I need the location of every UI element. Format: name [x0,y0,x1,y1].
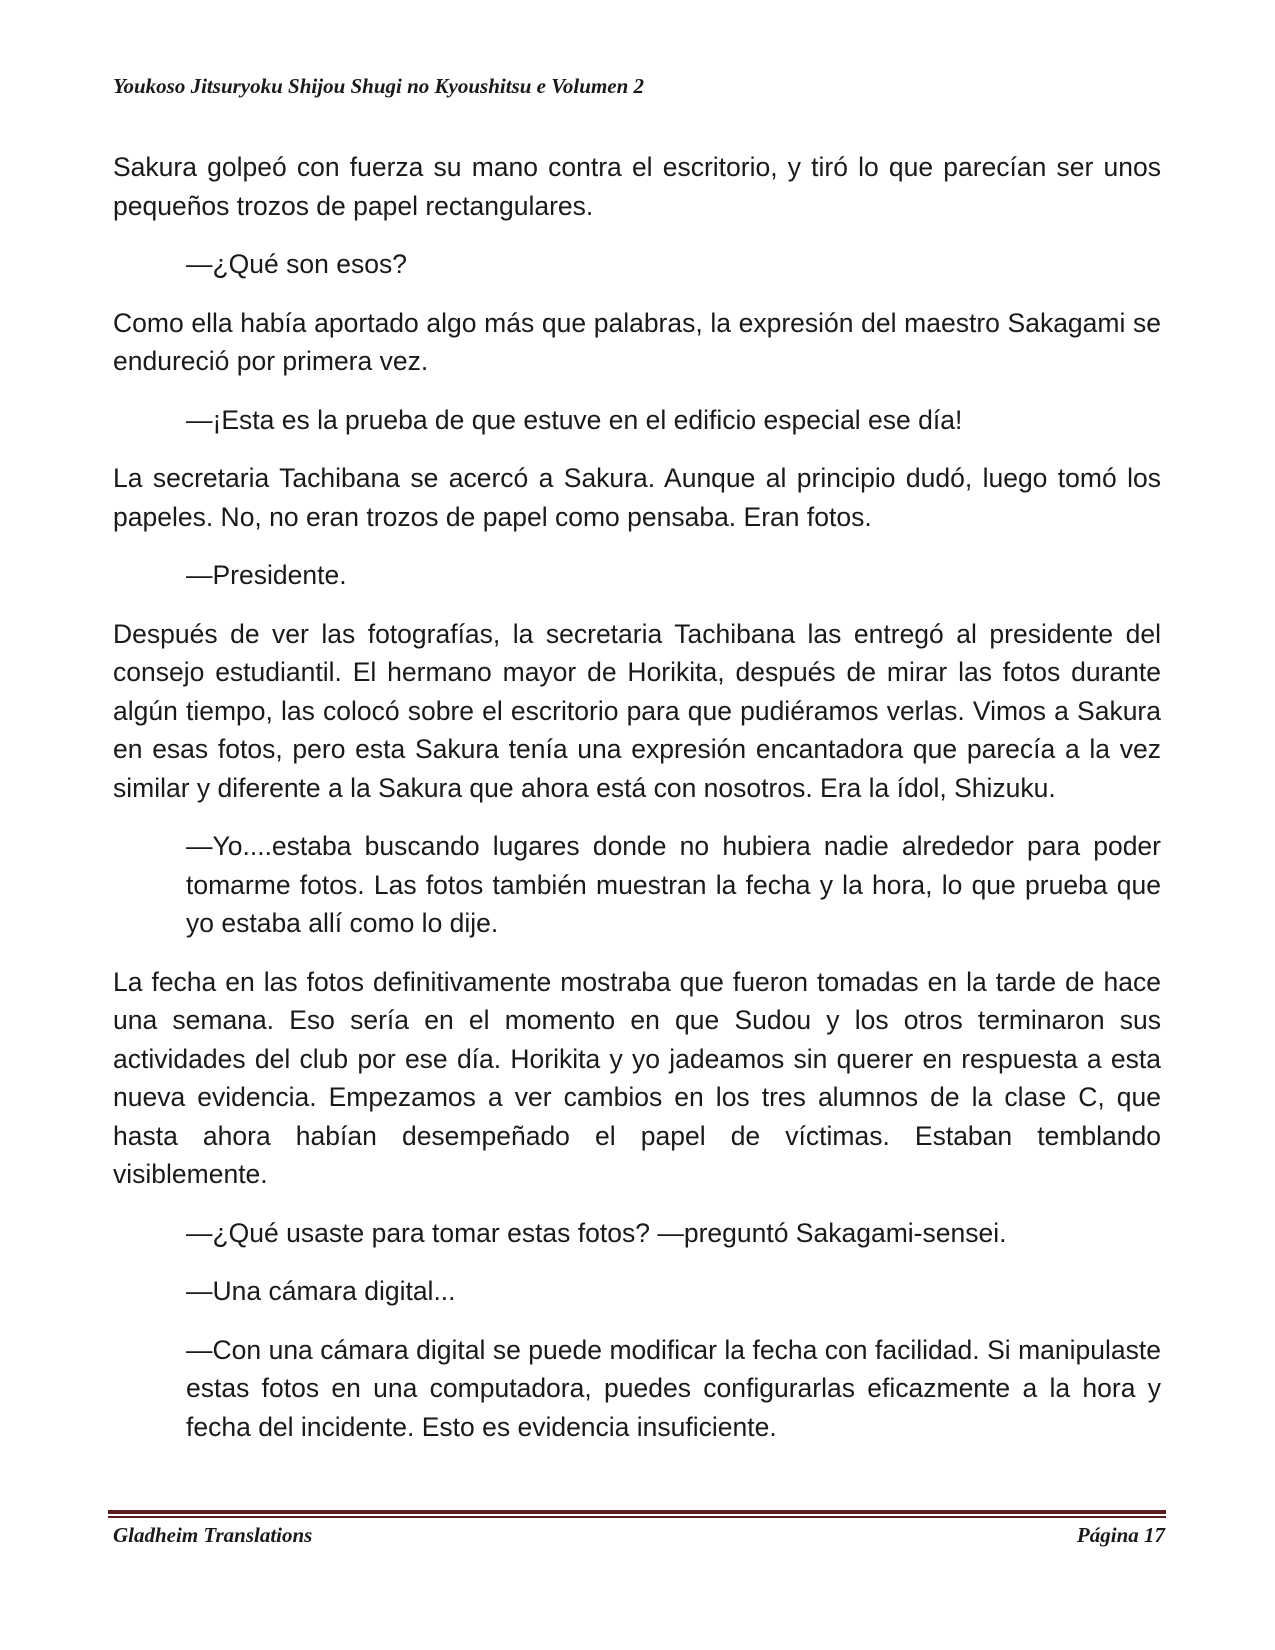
page-header-title: Youkoso Jitsuryoku Shijou Shugi no Kyoushitsu e Volumen 2 [113,74,645,98]
paragraph-dialogue: —¡Esta es la prueba de que estuve en el edificio especial ese día! [186,404,963,435]
paragraph-narration: Sakura golpeó con fuerza su mano contra el escritorio, y tiró lo que parecían ser unos pequeños trozos de papel rectangulares. [113,152,1161,221]
footer-divider-thick [108,1510,1166,1514]
paragraph-narration: Como ella había aportado algo más que palabras, la expresión del maestro Sakagami se endureció por primera vez. [113,307,1161,376]
paragraph-dialogue: —Yo....estaba buscando lugares donde no hubiera nadie alrededor para poder tomarme fotos. Las fotos también muestran la fecha y la hora, lo que prueba que yo estaba allí como lo dije. [186,831,1161,938]
paragraph-narration: La secretaria Tachibana se acercó a Sakura. Aunque al principio dudó, luego tomó los papeles. No, no eran trozos de papel como pensaba. Eran fotos. [113,463,1161,532]
footer-credit: Gladheim Translations [113,1523,313,1547]
document-body [113,148,1161,1466]
footer-divider [108,1510,1166,1519]
paragraph-narration: La fecha en las fotos definitivamente mostraba que fueron tomadas en la tarde de hace una semana. Eso sería en el momento en que Sudou y los otros terminaron sus actividades del club por ese día. Horikita y yo jadeamos sin querer en respuesta a esta nueva evidencia. Empezamos a ver cambios en los tres alumnos de la clase C, que hasta ahora habían desempeñado el papel de víctimas. Estaban temblando visiblemente. [113,966,1161,1189]
paragraph-narration: Después de ver las fotografías, la secretaria Tachibana las entregó al presidente del consejo estudiantil. El hermano mayor de Horikita, después de mirar las fotos durante algún tiempo, las colocó sobre el escritorio para que pudiéramos verlas. Vimos a Sakura en esas fotos, pero esta Sakura tenía una expresión encantadora que parecía a la vez similar y diferente a la Sakura que ahora está con nosotros. Era la ídol, Shizuku. [113,618,1161,803]
paragraph-dialogue: —¿Qué usaste para tomar estas fotos? —preguntó Sakagami-sensei. [186,1217,1007,1248]
paragraph-dialogue: —Con una cámara digital se puede modificar la fecha con facilidad. Si manipulaste estas fotos en una computadora, puedes configurarlas eficazmente a la hora y fecha del incidente. Esto es evidencia insuficiente. [186,1334,1161,1442]
footer-divider-thin [108,1516,1166,1518]
paragraph-dialogue: —¿Qué son esos? [186,249,407,279]
paragraph-dialogue: —Una cámara digital... [186,1276,456,1306]
paragraph-dialogue: —Presidente. [186,560,347,590]
page-number: Página 17 [1076,1523,1165,1547]
